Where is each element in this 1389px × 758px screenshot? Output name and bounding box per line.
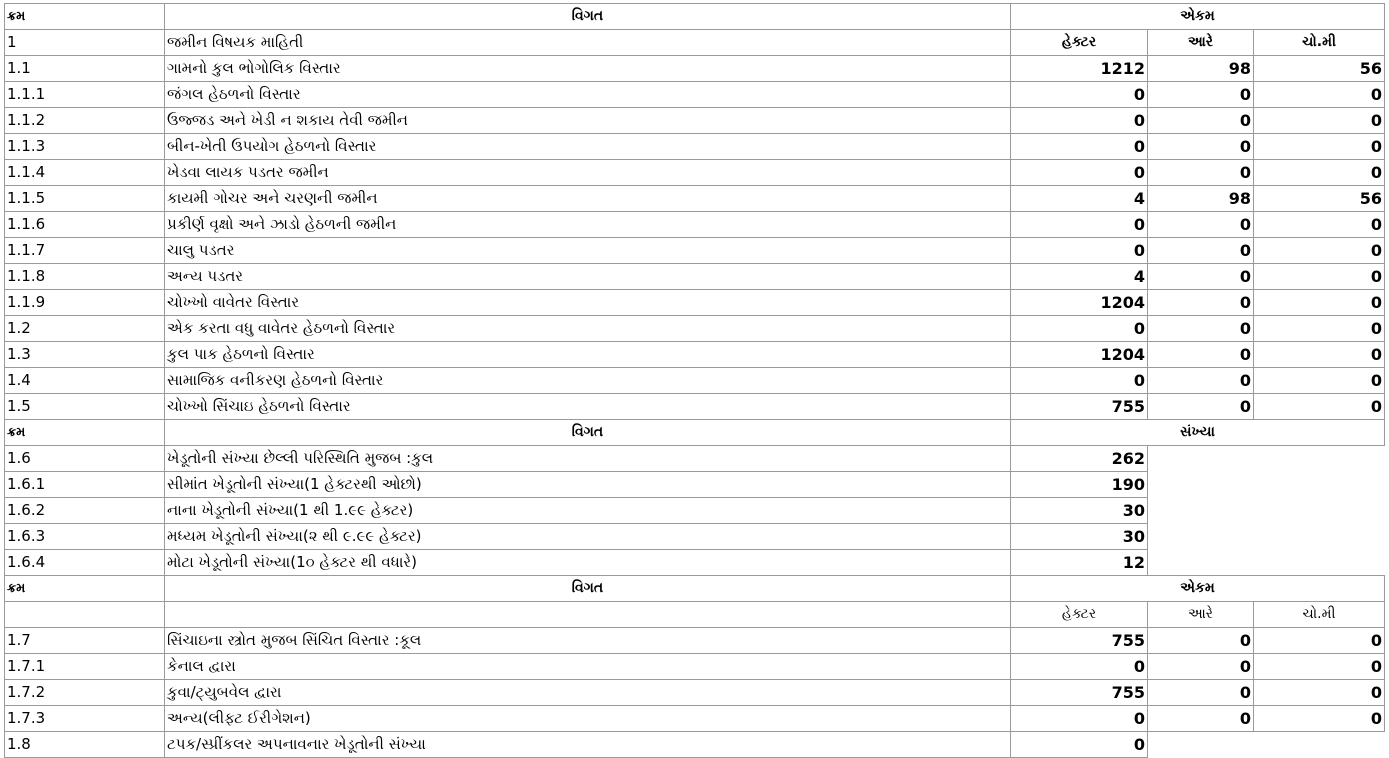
empty-cell — [1148, 446, 1385, 576]
chomi-value: 0 — [1254, 238, 1385, 264]
empty-cell — [5, 602, 165, 628]
ekam-header: એકમ — [1011, 4, 1385, 30]
are-value: 0 — [1148, 160, 1254, 186]
row-number: 1.1.9 — [5, 290, 165, 316]
table-row — [5, 316, 1385, 342]
table-row — [5, 446, 1385, 472]
are-value: 0 — [1148, 368, 1254, 394]
are-value: 0 — [1148, 394, 1254, 420]
are-value: 0 — [1148, 628, 1254, 654]
chomi-value: 0 — [1254, 134, 1385, 160]
hectare-value: 0 — [1011, 706, 1148, 732]
hectare-value: 0 — [1011, 654, 1148, 680]
row-number: 1.8 — [5, 732, 165, 758]
are-value: 0 — [1148, 108, 1254, 134]
empty-cell — [165, 602, 1011, 628]
row-number: 1.4 — [5, 368, 165, 394]
table-row — [5, 160, 1385, 186]
row-number: 1.6 — [5, 446, 165, 472]
row-label: જમીન વિષયક માહિતી — [165, 30, 1011, 56]
row-number: 1.7.2 — [5, 680, 165, 706]
row-label: ગામનો કુલ ભોગોલિક વિસ્તાર — [165, 56, 1011, 82]
row-number: 1.3 — [5, 342, 165, 368]
row-label: મોટા ખેડૂતોની સંખ્યા(1૦ હેક્ટર થી વધારે) — [165, 550, 1011, 576]
row-number: 1.1.1 — [5, 82, 165, 108]
hectare-value: 755 — [1011, 628, 1148, 654]
row-number: 1.6.1 — [5, 472, 165, 498]
are-value: 0 — [1148, 134, 1254, 160]
hectare-value: 0 — [1011, 316, 1148, 342]
row-label: ચોખ્ખો વાવેતર વિસ્તાર — [165, 290, 1011, 316]
table-row — [5, 134, 1385, 160]
table-row — [5, 680, 1385, 706]
chomi-value: 0 — [1254, 160, 1385, 186]
row-number: 1.5 — [5, 394, 165, 420]
table-row — [5, 212, 1385, 238]
table-row — [5, 628, 1385, 654]
table-body — [5, 4, 1385, 758]
chomi-value: 0 — [1254, 316, 1385, 342]
row-number: 1.6.3 — [5, 524, 165, 550]
row-number: 1.1.8 — [5, 264, 165, 290]
hectare-value: 0 — [1011, 134, 1148, 160]
table-row — [5, 264, 1385, 290]
are-value: 0 — [1148, 680, 1254, 706]
unit-hectare-header: હેક્ટર — [1011, 30, 1148, 56]
unit-hectare-header: હેક્ટર — [1011, 602, 1148, 628]
row-number: 1.7 — [5, 628, 165, 654]
are-value: 0 — [1148, 654, 1254, 680]
hectare-value: 4 — [1011, 186, 1148, 212]
table-row — [5, 56, 1385, 82]
are-value: 0 — [1148, 264, 1254, 290]
unit-chomi-header: ચો.મી — [1254, 30, 1385, 56]
row-number: 1.1.6 — [5, 212, 165, 238]
row-label: કુવા/ટ્યુબવેલ દ્વારા — [165, 680, 1011, 706]
table-row — [5, 654, 1385, 680]
chomi-value: 0 — [1254, 628, 1385, 654]
vigat-header: વિગત — [165, 576, 1011, 602]
row-label: સીમાંત ખેડૂતોની સંખ્યા(1 હેક્ટરથી ઓછો) — [165, 472, 1011, 498]
count-value: 12 — [1011, 550, 1148, 576]
hectare-value: 1204 — [1011, 342, 1148, 368]
chomi-value: 0 — [1254, 394, 1385, 420]
row-number: 1.6.4 — [5, 550, 165, 576]
are-value: 0 — [1148, 342, 1254, 368]
section1-title-row — [5, 30, 1385, 56]
row-label: ખેડવા લાયક પડતર જમીન — [165, 160, 1011, 186]
count-value: 30 — [1011, 498, 1148, 524]
chomi-value: 56 — [1254, 56, 1385, 82]
are-value: 98 — [1148, 186, 1254, 212]
chomi-value: 0 — [1254, 82, 1385, 108]
table-row — [5, 108, 1385, 134]
chomi-value: 0 — [1254, 680, 1385, 706]
hectare-value: 0 — [1011, 160, 1148, 186]
row-label: ઉજ્જડ અને ખેડી ન શકાય તેવી જમીન — [165, 108, 1011, 134]
row-label: ખેડૂતોની સંખ્યા છેલ્લી પરિસ્થિતિ મુજબ :કુલ — [165, 446, 1011, 472]
row-label: જંગલ હેઠળનો વિસ્તાર — [165, 82, 1011, 108]
chomi-value: 56 — [1254, 186, 1385, 212]
hectare-value: 0 — [1011, 368, 1148, 394]
section1-header-row — [5, 4, 1385, 30]
count-value: 0 — [1011, 732, 1148, 758]
chomi-value: 0 — [1254, 264, 1385, 290]
chomi-value: 0 — [1254, 290, 1385, 316]
row-label: એક કરતા વધુ વાવેતર હેઠળનો વિસ્તાર — [165, 316, 1011, 342]
row-label: નાના ખેડૂતોની સંખ્યા(1 થી 1.૯૯ હેક્ટર) — [165, 498, 1011, 524]
table-row — [5, 238, 1385, 264]
are-value: 0 — [1148, 238, 1254, 264]
row-label: કેનાલ દ્વારા — [165, 654, 1011, 680]
land-info-table — [4, 3, 1385, 758]
vigat-header: વિગત — [165, 420, 1011, 446]
count-value: 30 — [1011, 524, 1148, 550]
row-number: 1.7.1 — [5, 654, 165, 680]
are-value: 0 — [1148, 706, 1254, 732]
row-label: કુલ પાક હેઠળનો વિસ્તાર — [165, 342, 1011, 368]
row-number: 1.1.2 — [5, 108, 165, 134]
row-label: સિંચાઇના સ્ત્રોત મુજબ સિંચિત વિસ્તાર :કૂલ — [165, 628, 1011, 654]
table-row — [5, 706, 1385, 732]
hectare-value: 755 — [1011, 680, 1148, 706]
table-row — [5, 368, 1385, 394]
kram-header: ક્રમ — [5, 576, 165, 602]
row-label: ટપક/સ્પ્રીંકલર અપનાવનાર ખેડૂતોની સંખ્યા — [165, 732, 1011, 758]
section3-units-row — [5, 602, 1385, 628]
row-number: 1.1.7 — [5, 238, 165, 264]
row-number: 1.1.3 — [5, 134, 165, 160]
hectare-value: 1204 — [1011, 290, 1148, 316]
chomi-value: 0 — [1254, 342, 1385, 368]
hectare-value: 0 — [1011, 212, 1148, 238]
are-value: 0 — [1148, 290, 1254, 316]
table-row — [5, 732, 1385, 758]
row-label: સામાજિક વનીકરણ હેઠળનો વિસ્તાર — [165, 368, 1011, 394]
row-number: 1.6.2 — [5, 498, 165, 524]
unit-are-header: આરે — [1148, 602, 1254, 628]
row-label: પ્રકીર્ણ વૃક્ષો અને ઝાડો હેઠળની જમીન — [165, 212, 1011, 238]
row-label: અન્ય પડતર — [165, 264, 1011, 290]
row-label: બીન-ખેતી ઉપયોગ હેઠળનો વિસ્તાર — [165, 134, 1011, 160]
row-label: મધ્યમ ખેડૂતોની સંખ્યા(૨ થી ૯.૯૯ હેક્ટર) — [165, 524, 1011, 550]
unit-are-header: આરે — [1148, 30, 1254, 56]
kram-header: ક્રમ — [5, 420, 165, 446]
section3-header-row — [5, 576, 1385, 602]
are-value: 0 — [1148, 82, 1254, 108]
hectare-value: 0 — [1011, 82, 1148, 108]
hectare-value: 0 — [1011, 108, 1148, 134]
section2-header-row — [5, 420, 1385, 446]
count-value: 262 — [1011, 446, 1148, 472]
chomi-value: 0 — [1254, 706, 1385, 732]
row-label: કાયમી ગોચર અને ચરણની જમીન — [165, 186, 1011, 212]
chomi-value: 0 — [1254, 368, 1385, 394]
row-number: 1.2 — [5, 316, 165, 342]
table-row — [5, 342, 1385, 368]
row-label: ચાલુ પડતર — [165, 238, 1011, 264]
empty-cell — [1148, 732, 1385, 758]
chomi-value: 0 — [1254, 654, 1385, 680]
kram-header: ક્રમ — [5, 4, 165, 30]
vigat-header: વિગત — [165, 4, 1011, 30]
row-number: 1.1.4 — [5, 160, 165, 186]
unit-chomi-header: ચો.મી — [1254, 602, 1385, 628]
are-value: 0 — [1148, 212, 1254, 238]
row-number: 1.1 — [5, 56, 165, 82]
row-number: 1.1.5 — [5, 186, 165, 212]
ekam-header: એકમ — [1011, 576, 1385, 602]
hectare-value: 755 — [1011, 394, 1148, 420]
are-value: 0 — [1148, 316, 1254, 342]
row-label: ચોખ્ખો સિંચાઇ હેઠળનો વિસ્તાર — [165, 394, 1011, 420]
count-value: 190 — [1011, 472, 1148, 498]
table-row — [5, 394, 1385, 420]
table-row — [5, 186, 1385, 212]
hectare-value: 4 — [1011, 264, 1148, 290]
table-row — [5, 82, 1385, 108]
chomi-value: 0 — [1254, 108, 1385, 134]
hectare-value: 1212 — [1011, 56, 1148, 82]
row-number: 1.7.3 — [5, 706, 165, 732]
row-label: અન્ય(લીફ્ટ ઈરીગેશન) — [165, 706, 1011, 732]
row-number: 1 — [5, 30, 165, 56]
hectare-value: 0 — [1011, 238, 1148, 264]
chomi-value: 0 — [1254, 212, 1385, 238]
table-row — [5, 290, 1385, 316]
are-value: 98 — [1148, 56, 1254, 82]
sankhya-header: સંખ્યા — [1011, 420, 1385, 446]
